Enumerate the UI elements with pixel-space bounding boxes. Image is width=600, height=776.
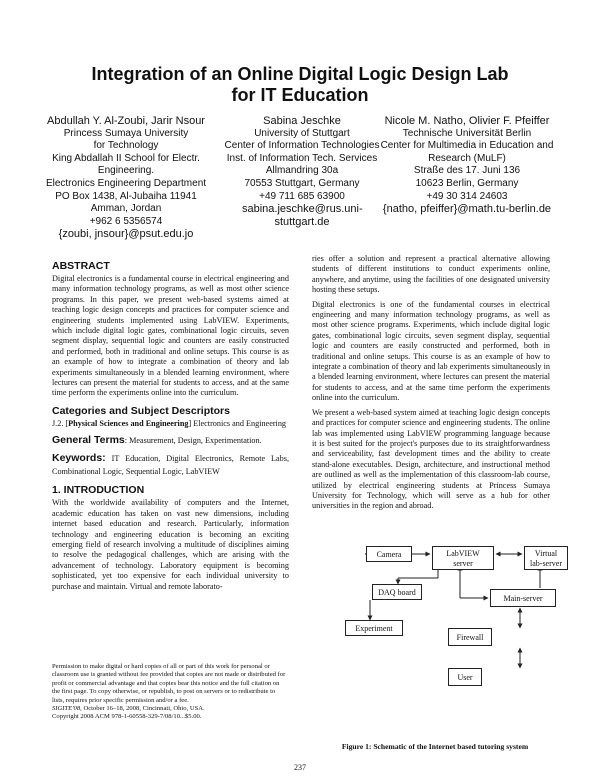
author-email[interactable]: {natho, pfeiffer}@math.tu-berlin.de [382, 203, 552, 216]
permission-notice [52, 663, 288, 722]
venue-line [52, 705, 288, 713]
daq-board-box [372, 584, 422, 600]
abstract-text: Digital electronics is a fundamental course in electrical engineering and many information technology programs, as well as most other science programs. In this paper, we present web-based systems aimed at teaching logic design concepts and practices for computer science and engineering students implemented using LabVIEW. Experiments, which include digital logic gates, combinational logic circuits, seven segment display, sequential logic and counters are easily constructed and performed, both in traditional and online setups. This course is as an example of how to integrate a combination of theory and lab experiments simultaneously in a blended learning environment, where lectures can present the material for students to access, and at the same time perform the experiments online into the curriculum. [52, 274, 289, 398]
permission-text: Permission to make digital or hard copies of all or part of this work for personal or classroom use is granted without fee provided that copies are not made or distributed for profit or commercial advantage and that copies bear this notice and the full citation on the first page. To copy otherwise, or republish, to post on servers or to redistribute to lists, requires prior specific permission and/or a fee. [52, 663, 286, 704]
daq-label: DAQ board [378, 588, 416, 597]
keywords [52, 452, 289, 478]
figure-caption: Figure 1: Schematic of the Internet based tutoring system [341, 742, 529, 751]
experiment-label: Experiment [355, 624, 393, 633]
author-affiliation-line: Engineering. [97, 165, 155, 177]
author-affiliation-line: +962 6 5356574 [89, 215, 163, 227]
right-paragraph-2: Digital electronics is one of the fundamental courses in electrical engineering and many information technology programs, as well as most other science programs. Experiments, which include digital logic gates, combinational logic circuits, seven segment display, sequential logic and counters are easily constructed and performed, both in traditional and online setups. This course is as an example of how to integrate a combination of theory and lab experiments simultaneously in a blended learning environment, where lectures can present the material for students to access, and at the same time perform the experiments online into the curriculum. [312, 299, 550, 403]
page-number: 237 [294, 763, 306, 772]
virtual-label-1: Virtual [534, 549, 558, 558]
introduction-heading: 1. INTRODUCTION [52, 484, 145, 497]
author-affiliation-line: PO Box 1438, Al-Jubaiha 11941 [55, 190, 197, 202]
left-column [52, 260, 289, 596]
keywords-heading: Keywords: [52, 452, 106, 465]
right-paragraph-1: ries offer a solution and represent a practical alternative allowing students of different institutions to conduct experiments online, anywhere, and anytime, using the facilities of one designated university hosting these setups. [312, 254, 550, 295]
keywords-text: IT Education, Digital Electronics, Remote Labs, Combinational Logic, Sequential Logic, LabVIEW [52, 454, 289, 477]
general-terms-heading: General Terms [52, 434, 125, 447]
right-column [312, 254, 550, 516]
author-affiliation-line: Center for Multimedia in Education and [380, 140, 554, 152]
abstract-heading: ABSTRACT [52, 260, 110, 272]
author-affiliation-line: Technische Universität Berlin [402, 127, 532, 139]
author-block-1 [28, 115, 224, 241]
author-name: Sabina Jeschke [263, 115, 341, 127]
venue-name: SIGITE'08 [52, 705, 81, 713]
venue-details: , October 16–18, 2008, Cincinnati, Ohio, USA. [80, 705, 205, 713]
author-affiliation-line: Electronics Engineering Department [45, 177, 207, 189]
author-name: Abdullah Y. Al-Zoubi, Jarir Nsour [47, 115, 205, 127]
author-affiliation-line: Princess Sumaya University [63, 127, 189, 139]
author-affiliation-line: Inst. of Information Tech. Services [226, 152, 378, 164]
author-affiliation-line: King Abdallah II School for Electr. [52, 152, 200, 164]
author-block-3 [374, 115, 560, 216]
introduction-text: With the worldwide availability of computers and the Internet, academic education has taken on vast new dimensions, including internet based education and research. Particularly, information technology and engineering education is becoming an exciting emerging field of research involving a multitude of disciplines aiming to resolve the pedagogical challenges, which are arising with the advancement of technology. Laboratory equipment is becoming sophisticated, yet too expensive for each individual university to purchase and maintain. Virtual and remote laborato- [52, 498, 289, 591]
camera-box [366, 546, 412, 562]
author-affiliation-line: Center of Information Technologies [224, 140, 380, 152]
author-affiliation-line: Allmandring 30a [265, 165, 339, 177]
categories-code: J.2. [ [52, 418, 69, 428]
virtual-lab-server-box [524, 546, 568, 570]
author-affiliation-line: 10623 Berlin, Germany [415, 177, 519, 189]
title-line-2: for IT Education [231, 85, 369, 105]
author-block-2 [224, 115, 380, 228]
author-name: Nicole M. Natho, Olivier F. Pfeiffer [384, 115, 550, 127]
camera-label: Camera [376, 550, 402, 559]
right-paragraph-3: We present a web-based system aimed at teaching logic design concepts and practices for computer science and engineering students. The online lab was implemented using LabVIEW programming language because it is best suited for the project's purposes due to its straightforwardness and serviceability, fast development times and the ability to create stand-alone executables. Design, architecture, and instructional method are outlined as well as the implementation of this classroom-lab course, utilized by electrical engineering students at Princess Sumaya University for Technology, which will serve as a hub for other universities in the region and abroad. [312, 407, 550, 511]
author-affiliation-line: +49 30 314 24603 [426, 190, 508, 202]
categories-bold: Physical Sciences and Engineering [68, 418, 189, 428]
title-line-1: Integration of an Online Digital Logic Design Lab [91, 64, 509, 84]
author-email[interactable]: {zoubi, jnsour}@psut.edu.jo [58, 228, 194, 241]
labview-label-1: LabVIEW [446, 549, 480, 558]
author-affiliation-line: Amman, Jordan [90, 203, 162, 215]
figure-1-diagram [310, 540, 560, 740]
main-server-box [490, 589, 556, 607]
virtual-label-2: lab-server [530, 558, 562, 568]
author-affiliation-line: for Technology [93, 140, 159, 152]
firewall-box [448, 628, 492, 646]
author-email[interactable]: sabina.jeschke@rus.uni-stuttgart.de [242, 203, 363, 228]
copyright-line: Copyright 2008 ACM 978-1-60558-329-7/08/10...$5.00. [52, 713, 202, 721]
user-box [448, 668, 482, 686]
author-affiliation-line: University of Stuttgart [254, 127, 350, 139]
user-label: User [457, 673, 473, 682]
categories-text [52, 419, 289, 429]
experiment-box [345, 620, 403, 636]
author-affiliation-line: +49 711 685 63900 [259, 190, 345, 202]
paper-title [40, 64, 560, 106]
general-terms-text: : Measurement, Design, Experimentation. [124, 436, 262, 446]
author-affiliation-line: Straße des 17. Juni 136 [413, 165, 521, 177]
firewall-label: Firewall [456, 633, 484, 642]
main-server-label: Main-server [503, 594, 543, 603]
author-affiliation-line: 70553 Stuttgart, Germany [244, 177, 360, 189]
categories-rest: ] Electronics and Engineering [188, 418, 287, 428]
categories-heading: Categories and Subject Descriptors [52, 404, 230, 417]
labview-label-2: server [453, 558, 473, 568]
author-affiliation-line: Research (MuLF) [428, 152, 506, 164]
labview-server-box [432, 546, 494, 570]
general-terms [52, 434, 289, 447]
